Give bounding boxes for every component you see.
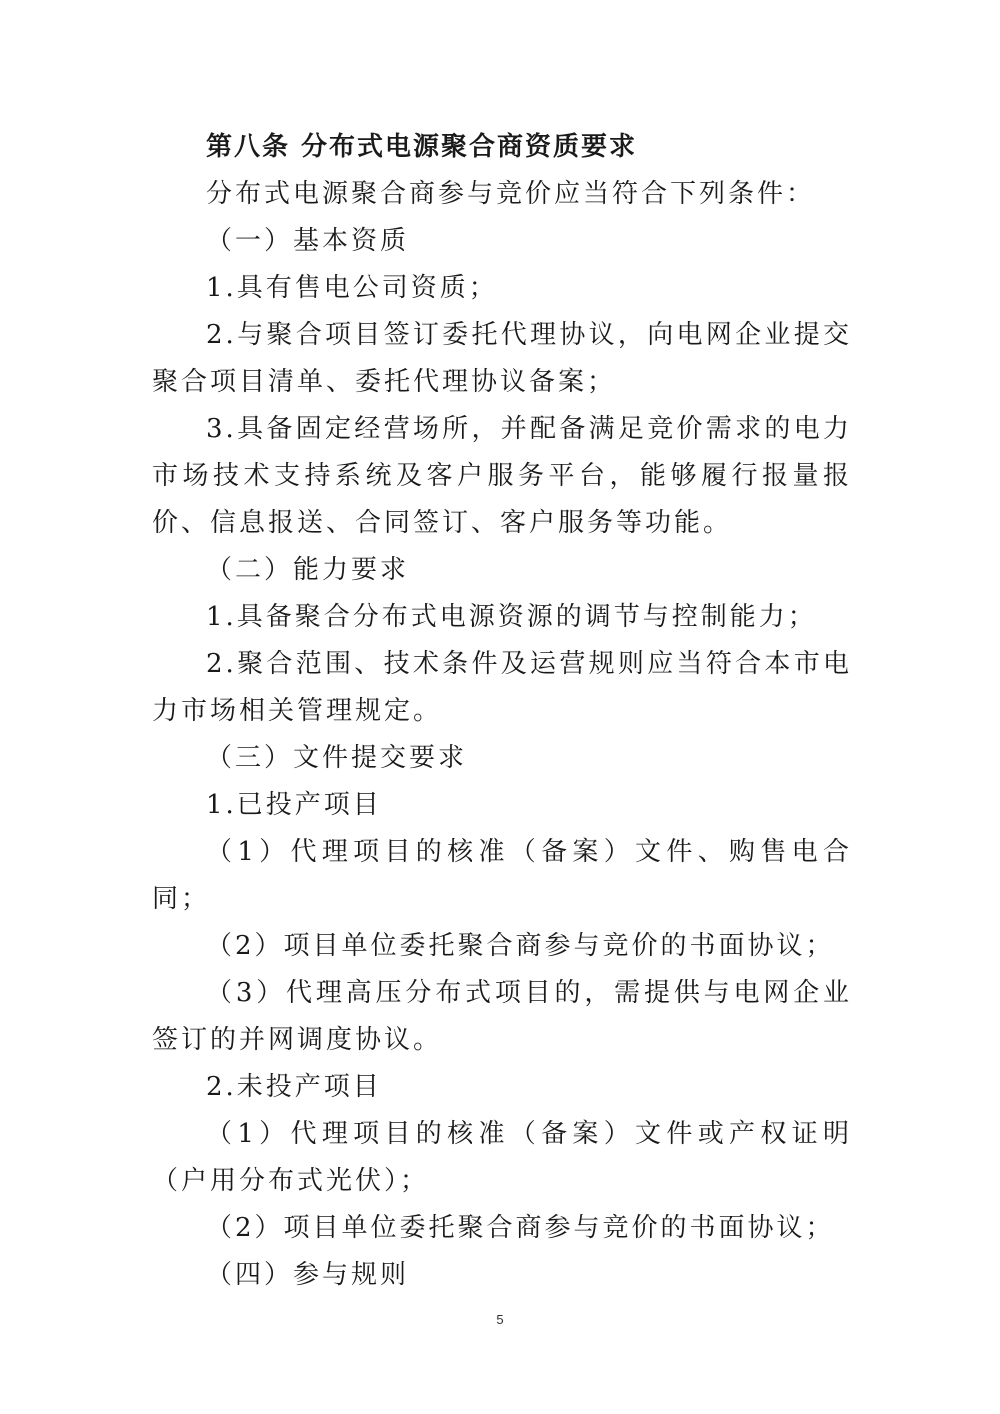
list-item: （2）项目单位委托聚合商参与竞价的书面协议； bbox=[206, 1213, 835, 1243]
list-item: （2）项目单位委托聚合商参与竞价的书面协议； bbox=[206, 931, 835, 961]
page-number: 5 bbox=[496, 1312, 504, 1327]
list-item: 2.聚合范围、技术条件及运营规则应当符合本市电力市场相关管理规定。 bbox=[152, 649, 852, 726]
list-item: 1.具有售电公司资质； bbox=[206, 273, 498, 303]
list-item: （1）代理项目的核准（备案）文件或产权证明（户用分布式光伏）； bbox=[152, 1119, 852, 1196]
list-item: 3.具备固定经营场所，并配备满足竞价需求的电力市场技术支持系统及客户服务平台，能够履行报量报价、信息报送、合同签订、客户服务等功能。 bbox=[152, 414, 852, 538]
paragraph: 分布式电源聚合商参与竞价应当符合下列条件： bbox=[206, 179, 816, 209]
document-body bbox=[152, 124, 852, 1299]
list-item: 2.与聚合项目签订委托代理协议，向电网企业提交聚合项目清单、委托代理协议备案； bbox=[152, 320, 852, 397]
section-heading-documents: （三）文件提交要求 bbox=[206, 743, 468, 773]
list-item: 1.已投产项目 bbox=[206, 790, 382, 820]
list-item: （1）代理项目的核准（备案）文件、购售电合同； bbox=[152, 837, 852, 914]
list-item: 2.未投产项目 bbox=[206, 1072, 382, 1102]
article-heading: 第八条 分布式电源聚合商资质要求 bbox=[206, 132, 638, 162]
list-item: 1.具备聚合分布式电源资源的调节与控制能力； bbox=[206, 602, 817, 632]
section-heading-basic-qualification: （一）基本资质 bbox=[206, 226, 410, 256]
section-heading-participation-rules: （四）参与规则 bbox=[206, 1260, 410, 1290]
list-item: （3）代理高压分布式项目的，需提供与电网企业签订的并网调度协议。 bbox=[152, 978, 852, 1055]
section-heading-capability: （二）能力要求 bbox=[206, 555, 410, 585]
